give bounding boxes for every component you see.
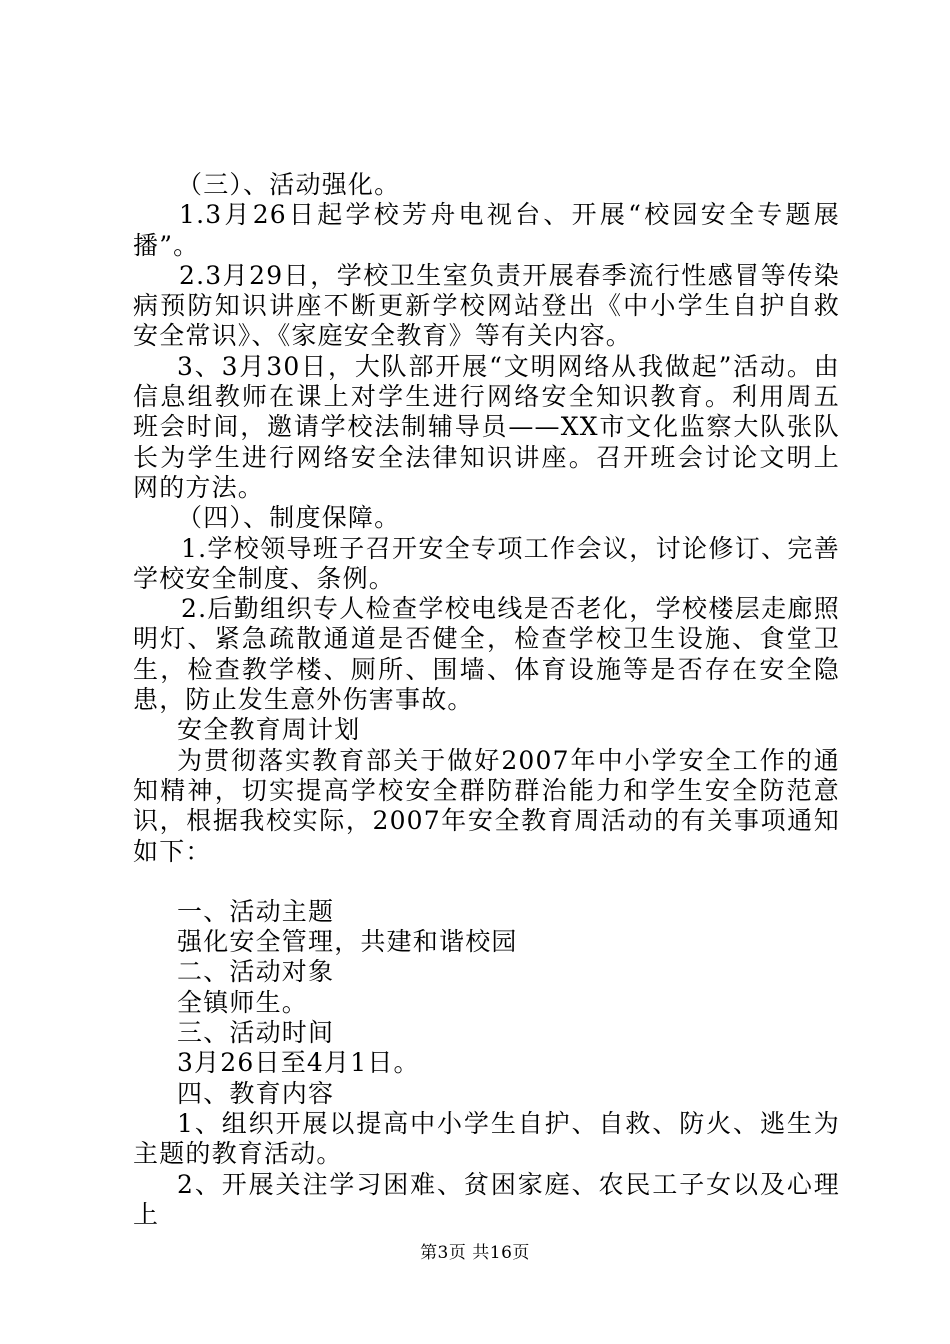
- paragraph: 2.后勤组织专人检查学校电线是否老化，学校楼层走廊照明灯、紧急疏散通道是否健全，检查学校卫生设施、食堂卫生，检查教学楼、厕所、围墙、体育设施等是否存在安全隐患，防止发生意外伤害事故。: [133, 594, 840, 715]
- blank-line: [133, 867, 840, 897]
- paragraph: 1.学校领导班子召开安全专项工作会议，讨论修订、完善学校安全制度、条例。: [133, 533, 840, 593]
- paragraph: 全镇师生。: [177, 987, 309, 1017]
- paragraph: 2、开展关注学习困难、贫困家庭、农民工子女以及心理上: [133, 1169, 840, 1229]
- section-heading-content: 四、教育内容: [177, 1078, 335, 1108]
- document-subtitle: 安全教育周计划: [177, 715, 361, 745]
- paragraph: 2.3月29日，学校卫生室负责开展春季流行性感冒等传染病预防知识讲座不断更新学校网站登出《中小学生自护自救安全常识》、《家庭安全教育》等有关内容。: [133, 260, 840, 351]
- paragraph: 3月26日至4月1日。: [177, 1048, 420, 1078]
- page-footer: [0, 1242, 950, 1264]
- section-heading-theme: 一、活动主题: [177, 896, 335, 926]
- paragraph: 为贯彻落实教育部关于做好2007年中小学安全工作的通知精神，切实提高学校安全群防群治能力和学生安全防范意识，根据我校实际，2007年安全教育周活动的有关事项通知如下：: [133, 745, 840, 866]
- section-heading-activity: （三）、活动强化。: [177, 170, 401, 199]
- page-number: 第3页 共16页: [420, 1243, 530, 1263]
- paragraph: 强化安全管理，共建和谐校园: [177, 927, 518, 957]
- section-heading-time: 三、活动时间: [177, 1018, 335, 1048]
- document-body: [133, 170, 840, 1230]
- section-heading-target: 二、活动对象: [177, 957, 335, 987]
- paragraph: 1、组织开展以提高中小学生自护、自救、防火、逃生为主题的教育活动。: [133, 1108, 840, 1169]
- section-heading-system: （四）、制度保障。: [177, 503, 401, 533]
- paragraph: 3、3月30日，大队部开展“文明网络从我做起”活动。由信息组教师在课上对学生进行网络安全知识教育。利用周五班会时间，邀请学校法制辅导员——XX市文化监察大队张队长为学生进行网络安全法律知识讲座。召开班会讨论文明上网的方法。: [133, 351, 840, 502]
- paragraph: 1.3月26日起学校芳舟电视台、开展“校园安全专题展播”。: [133, 200, 840, 260]
